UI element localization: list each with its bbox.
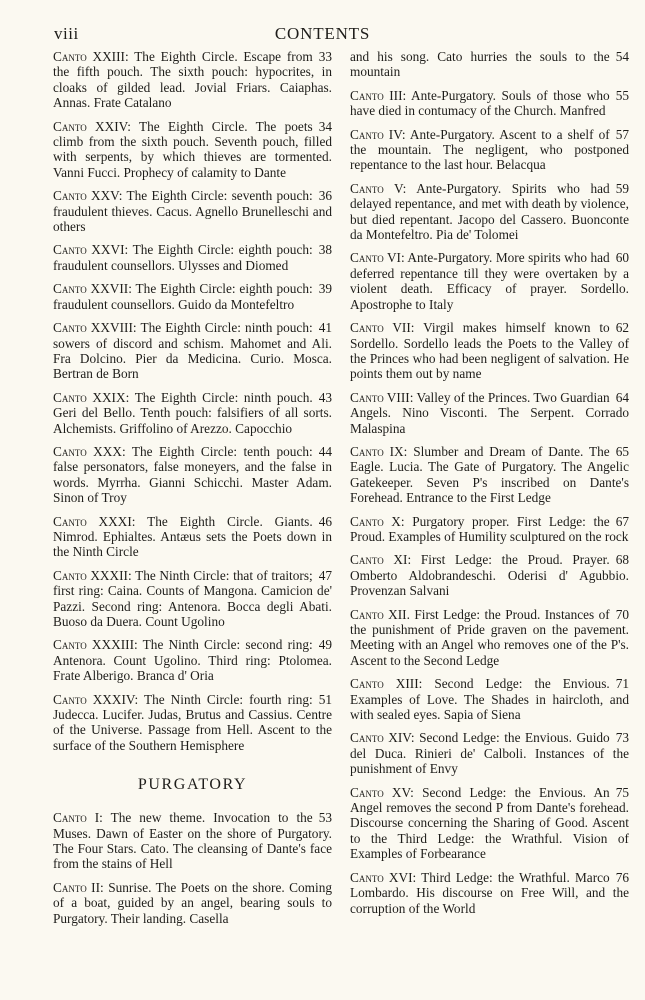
canto-label: Canto XXXI: [53,513,136,529]
canto-label: Canto XXV: [53,188,123,204]
entry-text: The Eighth Circle: ninth pouch. Geri del Bello. Tenth pouch: falsifiers of all sorts. Alchemists. Griffolino of Arezzo. Capocchio [53,389,332,436]
entry-text: Second Ledge: the Envious. Guido del Duca. Rinieri de' Calboli. Instances of the punishment of Envy [350,730,629,777]
entry-page-number: 36 [318,188,332,204]
canto-label: Canto XIV: [350,730,415,746]
entry-text: The Eighth Circle: ninth pouch: sowers of discord and schism. Mahomet and Ali. Fra Dolcino. Pier da Medicina. Curio. Mosca. Bertran de Born [53,320,332,382]
toc-entry [350,88,629,119]
entry-page-number: 33 [318,49,332,64]
toc-entry [53,637,332,683]
entry-page-number: 59 [615,180,629,196]
toc-entry [53,880,332,926]
toc-entry [53,49,332,111]
right-column [350,49,629,916]
toc-entry [53,119,332,181]
entry-text: The Eighth Circle: eighth pouch: fraudulent counsellors. Guido da Montefeltro [53,281,313,312]
canto-label: Canto XXVII: [53,281,132,297]
toc-entry [53,281,332,312]
entry-text: The new theme. Invocation to the Muses. Dawn of Easter on the shore of Purgatory. The Four Stars. Cato. The cleansing of Dante's face from the stains of Hell [53,810,332,872]
left-column [53,49,332,926]
canto-label: Canto VIII: [350,389,414,405]
entry-page-number: 75 [615,784,629,800]
toc-entry [350,444,629,506]
toc-entry [53,188,332,234]
toc-entry [350,870,629,916]
entry-page-number: 65 [615,443,629,459]
entry-page-number: 51 [318,691,332,707]
entry-text: The Eighth Circle. Giants. Nimrod. Ephialtes. Antæus sets the Poets down in the Ninth Circle [53,513,332,560]
entry-text: The Eighth Circle: seventh pouch: fraudulent thieves. Cacus. Agnello Brunelleschi and others [53,188,332,235]
entry-page-number: 70 [615,606,629,622]
entry-text: Valley of the Princes. Two Guardian Angels. Nino Visconti. The Serpent. Corrado Malaspina [350,389,629,436]
inferno-entries [53,49,332,753]
toc-entry [53,514,332,560]
entry-text: The Ninth Circle: that of traitors; first ring: Caina. Counts of Mangona. Camicion de' Pazzi. Second ring: Antenora. Bocca degli Abati. Buoso da Duera. Count Ugolino [53,567,332,629]
canto-label: Canto XII. [350,606,410,622]
entry-page-number: 54 [615,49,629,64]
canto-label: Canto XXX: [53,443,126,459]
canto-label: Canto XXIX: [53,389,130,405]
toc-entry [350,181,629,243]
canto-label: Canto XXVIII: [53,320,137,336]
canto-label: Canto XIII: [350,676,423,692]
canto-label: Canto XI: [350,552,412,568]
canto-label: Canto III: [350,87,407,103]
toc-entry [350,127,629,173]
entry-text: Virgil makes himself known to Sordello. Sordello leads the Poets to the Valley of the Princes who had been negligent of salvation. He points them out by name [350,320,629,382]
entry-page-number: 67 [615,513,629,529]
page-title: CONTENTS [274,24,371,43]
entry-text: The Eighth Circle: tenth pouch: false personators, false moneyers, and the false in words. Myrrha. Gianni Schicchi. Master Adam. Sinon of Troy [53,443,332,506]
toc-entry [350,390,629,436]
toc-entry [53,444,332,506]
entry-text: Sunrise. The Poets on the shore. Coming of a boat, guided by an angel, bearing souls to Purgatory. Their landing. Casella [53,879,332,926]
toc-entry [53,692,332,754]
canto-label: Canto IV: [350,126,406,142]
entry-page-number: 47 [318,567,332,583]
entry-text: The Eighth Circle. The poets climb from the sixth pouch. Seventh pouch, filled with serpents, by which thieves are tormented. Vanni Fucci. Prophecy of calamity to Dante [53,118,332,180]
entry-text: Ante-Purgatory. Ascent to a shelf of the mountain. The negligent, who postponed repentance to the last hour. Belacqua [350,126,629,173]
toc-entry [350,730,629,776]
toc-entry [53,568,332,630]
entry-text: First Ledge: the Proud. Instances of the punishment of Pride graven on the pavement. Meeting with an Angel who removes one of the P's. Ascent to the Second Ledge [350,606,629,668]
entry-text: The Eighth Circle: eighth pouch: fraudulent counsellors. Ulysses and Diomed [53,242,313,273]
canto-label: Canto XXXIV: [53,691,139,707]
entry-page-number: 68 [615,552,629,568]
entry-page-number: 43 [318,389,332,405]
folio-number: viii [54,24,79,43]
toc-entry [53,810,332,872]
entry-text: Third Ledge: the Wrathful. Marco Lombardo. His discourse on Free Will, and the corruption of the World [350,869,629,916]
entry-text: Slumber and Dream of Dante. The Eagle. Lucia. The Gate of Purgatory. The Angelic Gatekeeper. Seven P's inscribed on Dante's Forehead. Entrance to the First Ledge [350,443,629,506]
entry-text: and his song. Cato hurries the souls to the mountain [350,49,610,80]
canto-label: Canto XXXII: [53,567,132,583]
purgatory-entries-continued [350,88,629,916]
entry-page-number: 64 [615,389,629,405]
entry-text: The Ninth Circle: fourth ring: Judecca. Lucifer. Judas, Brutus and Cassius. Centre of the Universe. Passage from Hell. Ascent to the surface of the Southern Hemisphere [53,691,332,753]
entry-text: Ante-Purgatory. More spirits who had deferred repentance till they were overtaken by a violent death. Efficacy of prayer. Sordello. Apostrophe to Italy [350,250,629,312]
toc-entry [350,552,629,598]
canto-label: Canto I: [53,810,103,826]
toc-entry [53,320,332,382]
canto-label: Canto X: [350,513,405,529]
toc-entry [350,514,629,545]
entry-page-number: 53 [318,810,332,826]
canto-label: Canto VI: [350,250,405,266]
entry-text: Second Ledge: the Envious. Examples of Love. The Shades in haircloth, and with sealed eyes. Sapia of Siena [350,676,629,723]
entry-page-number: 41 [318,320,332,336]
canto-label: Canto XV: [350,784,414,800]
entry-page-number: 73 [615,730,629,746]
entry-text: Purgatory proper. First Ledge: the Proud. Examples of Humility sculptured on the rock [350,513,629,544]
entry-page-number: 49 [318,637,332,653]
entry-text: Second Ledge: the Envious. An Angel removes the second P from Dante's forehead. Discourse concerning the Sharing of Good. Ascent to the Third Ledge: the Wrathful. Vision of Examples of Forbearance [350,784,629,862]
canto-label: Canto XXIII: [53,49,129,64]
entry-text: First Ledge: the Proud. Prayer. Omberto Aldobrandeschi. Oderisi d' Agubbio. Provenzan Salvani [350,552,629,599]
toc-entry [350,607,629,669]
entry-text: Ante-Purgatory. Spirits who had delayed repentance, and met with death by violence, but died repentant. Jacopo del Cassero. Buonconte da Montefeltro. Pia de' Tolomei [350,180,629,243]
entry-page-number: 44 [318,443,332,459]
entry-page-number: 57 [615,126,629,142]
entry-page-number: 46 [318,513,332,529]
entry-page-number: 34 [318,118,332,134]
canto-label: Canto XXIV: [53,118,131,134]
purgatory-entries [53,810,332,926]
entry-page-number: 60 [615,250,629,266]
part-heading: PURGATORY [137,776,248,794]
entry-page-number: 39 [318,281,332,297]
toc-entry [53,242,332,273]
canto-label: Canto II: [53,879,104,895]
toc-entry [53,390,332,436]
toc-entry [350,676,629,722]
canto-label: Canto VII: [350,320,415,336]
canto-label: Canto IX: [350,443,408,459]
entry-text: The Ninth Circle: second ring: Antenora. Count Ugolino. Third ring: Ptolomea. Frate Alberigo. Branca d' Oria [53,637,332,684]
toc-entry-continuation [350,49,629,80]
toc-entry [350,320,629,382]
toc-entry [350,250,629,312]
entry-page-number: 62 [615,320,629,336]
canto-label: Canto XVI: [350,869,417,885]
running-header [0,24,645,48]
entry-text: The Eighth Circle. Escape from the fifth pouch. The sixth pouch: hypocrites, in cloaks of gilded lead. Jovial Friars. Caiaphas. Annas. Frate Catalano [53,49,332,111]
entry-page-number: 38 [318,242,332,258]
toc-entry [350,785,629,862]
entry-text: Ante-Purgatory. Souls of those who have died in contumacy of the Church. Manfred [350,87,610,119]
canto-label: Canto V: [350,180,407,196]
entry-page-number: 55 [615,87,629,103]
canto-label: Canto XXVI: [53,242,129,258]
entry-page-number: 76 [615,869,629,885]
entry-page-number: 71 [615,676,629,692]
canto-label: Canto XXXIII: [53,637,138,653]
